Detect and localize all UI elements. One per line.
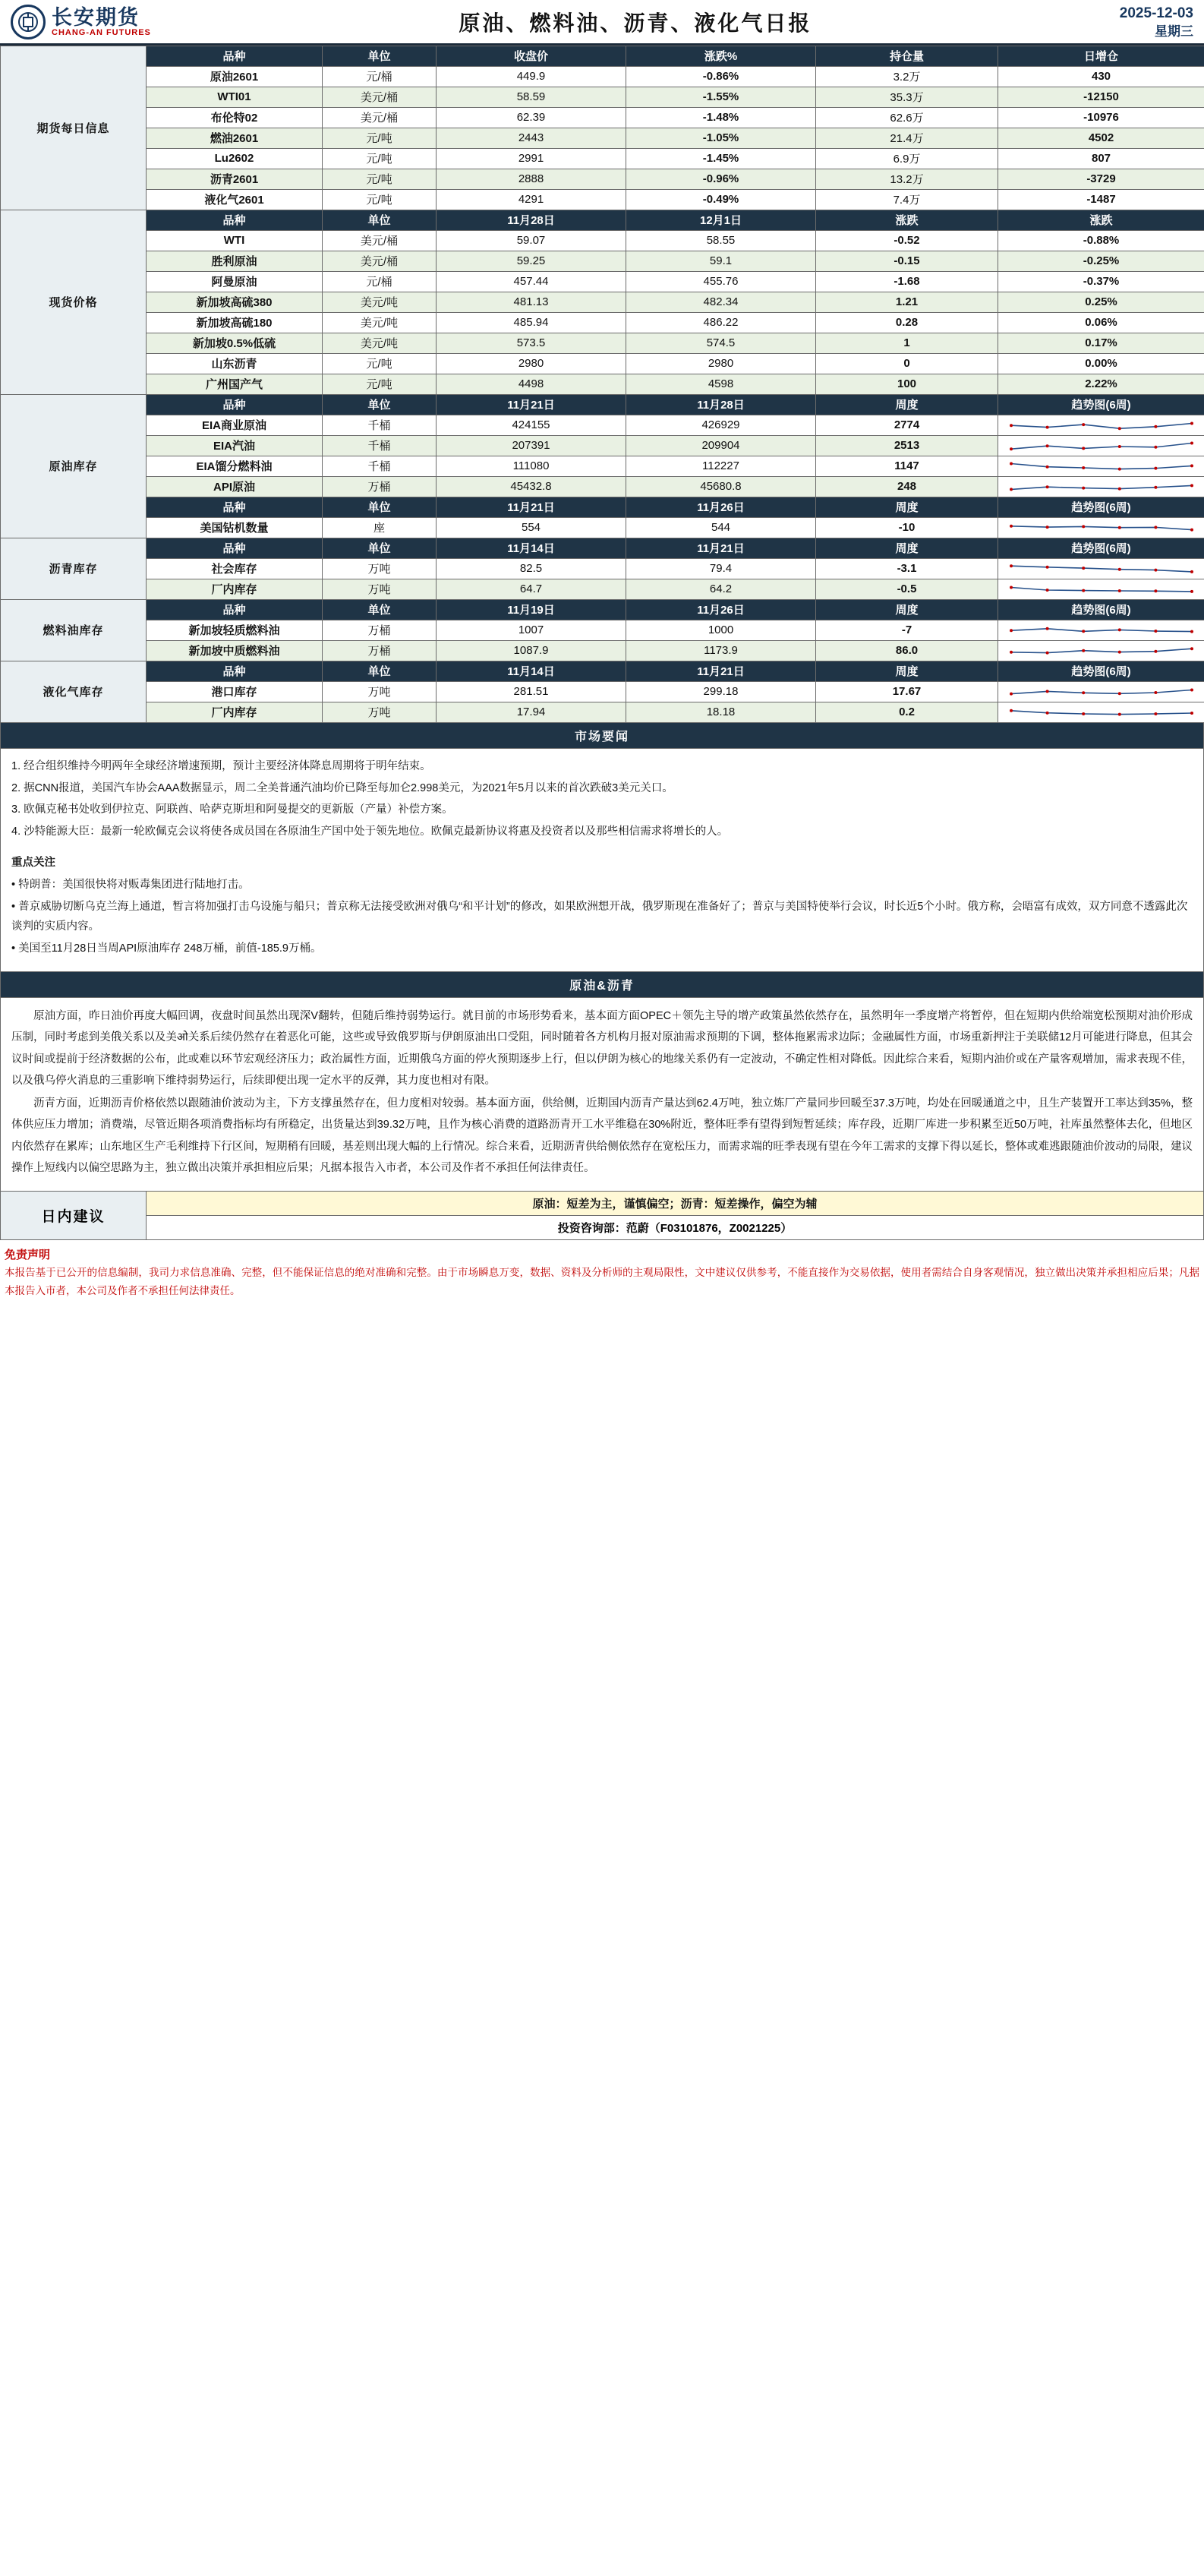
table-row [1,66,1204,87]
change-pct: 2.22% [998,374,1204,394]
table-row [1,189,1204,210]
date-block [1120,5,1193,40]
table-row [1,558,1204,579]
disclaimer-text: 本报告基于已公开的信息编制，我司力求信息准确、完整，但不能保证信息的绝对准确和完整。由于市场瞬息万变，数据、资料及分析师的主观局限性，文中建议仅供参考，不能直接作为交易依据，使用者需结合自身客观情况，独立做出决策并承担相应后果；凡据本报告入市者，本公司及作者不承担任何法律责任。 [5,1267,1199,1296]
change-pct: -0.49% [626,189,816,210]
value-curr: 112227 [626,456,816,476]
table-row [1,435,1204,456]
table-header-row [1,46,1204,66]
column-header: 11月14日 [437,538,626,558]
table-row [1,353,1204,374]
trend-chart [998,517,1204,538]
column-header: 11月14日 [437,661,626,681]
row-unit: 千桶 [323,456,437,476]
row-name: 厂内库存 [147,702,323,722]
table-row [1,620,1204,640]
column-header: 11月19日 [437,599,626,620]
report-date: 2025-12-03 [1119,5,1193,21]
row-unit: 美元/吨 [323,333,437,353]
section-row-label: 期货每日信息 [1,46,147,210]
value-curr: 209904 [626,435,816,456]
column-header: 周度 [816,661,998,681]
value-curr: 486.22 [626,312,816,333]
change-weekly: 248 [816,476,998,497]
value-curr: 299.18 [626,681,816,702]
row-name: 阿曼原油 [147,271,323,292]
change-weekly: 2513 [816,435,998,456]
open-interest: 6.9万 [816,148,998,169]
table-row [1,292,1204,312]
trend-chart [998,640,1204,661]
value-prev: 59.07 [437,230,626,251]
row-unit: 万吨 [323,681,437,702]
row-name: 布伦特02 [147,107,323,128]
table-row [1,230,1204,251]
trend-chart [998,579,1204,599]
advice-body [147,1192,1203,1239]
change-weekly: -7 [816,620,998,640]
masthead [0,0,1204,46]
value-curr: 64.2 [626,579,816,599]
row-unit: 元/吨 [323,374,437,394]
value-prev: 45432.8 [437,476,626,497]
news-item: 3. 欧佩克秘书处收到伊拉克、阿联酋、哈萨克斯坦和阿曼提交的更新版（产量）补偿方案。 [11,803,453,816]
close-price: 2888 [437,169,626,189]
row-name: WTI01 [147,87,323,107]
column-header: 趋势图(6周) [998,394,1204,415]
change-abs: -0.15 [816,251,998,271]
change-abs: -0.52 [816,230,998,251]
value-prev: 59.25 [437,251,626,271]
row-name: 新加坡轻质燃料油 [147,620,323,640]
row-unit: 元/桶 [323,66,437,87]
table-row [1,271,1204,292]
change-weekly: 0.2 [816,702,998,722]
value-curr: 2980 [626,353,816,374]
value-curr: 574.5 [626,333,816,353]
row-unit: 千桶 [323,415,437,435]
table-row [1,107,1204,128]
open-interest: 13.2万 [816,169,998,189]
advice-asphalt: 沥青：短差操作，偏空为辅 [680,1198,818,1211]
change-weekly: -3.1 [816,558,998,579]
open-interest: 35.3万 [816,87,998,107]
daily-position-change: 807 [998,148,1204,169]
open-interest: 21.4万 [816,128,998,148]
column-header: 涨跌 [816,210,998,230]
column-header: 12月1日 [626,210,816,230]
value-prev: 64.7 [437,579,626,599]
change-weekly: 86.0 [816,640,998,661]
column-header: 品种 [147,210,323,230]
row-name: 燃油2601 [147,128,323,148]
table-header-row [1,210,1204,230]
column-header: 单位 [323,497,437,517]
row-name: 胜利原油 [147,251,323,271]
column-header: 趋势图(6周) [998,538,1204,558]
row-unit: 座 [323,517,437,538]
table-row [1,87,1204,107]
row-name: EIA馏分燃料油 [147,456,323,476]
change-pct: -0.86% [626,66,816,87]
value-curr: 58.55 [626,230,816,251]
row-name: 美国钻机数量 [147,517,323,538]
value-curr: 4598 [626,374,816,394]
daily-position-change: 430 [998,66,1204,87]
value-curr: 544 [626,517,816,538]
analysis-body [0,998,1204,1192]
row-unit: 美元/吨 [323,292,437,312]
row-unit: 元/桶 [323,271,437,292]
trend-chart [998,476,1204,497]
column-header: 周度 [816,599,998,620]
row-name: 厂内库存 [147,579,323,599]
value-prev: 2980 [437,353,626,374]
table-row [1,333,1204,353]
value-curr: 59.1 [626,251,816,271]
section-row-label: 燃料油库存 [1,599,147,661]
change-weekly: -10 [816,517,998,538]
table-row [1,374,1204,394]
row-name: 新加坡高硫180 [147,312,323,333]
row-name: 液化气2601 [147,189,323,210]
row-name: API原油 [147,476,323,497]
section-row-label: 液化气库存 [1,661,147,722]
column-header: 品种 [147,661,323,681]
value-curr: 1000 [626,620,816,640]
change-pct: -0.37% [998,271,1204,292]
row-unit: 万桶 [323,476,437,497]
row-unit: 美元/桶 [323,87,437,107]
daily-position-change: -1487 [998,189,1204,210]
news-item: 4. 沙特能源大臣：最新一轮欧佩克会议将使各成员国在各原油生产国中处于领先地位。欧佩克最新协议将惠及投资者以及那些相信需求将增长的人。 [11,826,729,838]
table-row [1,702,1204,722]
row-unit: 万吨 [323,579,437,599]
daily-position-change: 4502 [998,128,1204,148]
column-header: 品种 [147,599,323,620]
focus-title: 重点关注 [11,857,55,870]
column-header: 品种 [147,497,323,517]
value-prev: 424155 [437,415,626,435]
table-header-row [1,538,1204,558]
change-abs: -1.68 [816,271,998,292]
report-weekday: 星期三 [1155,24,1193,39]
section-analysis: 原油&沥青 [0,972,1204,998]
close-price: 449.9 [437,66,626,87]
open-interest: 62.6万 [816,107,998,128]
row-name: 港口库存 [147,681,323,702]
column-header: 11月28日 [437,210,626,230]
value-prev: 1007 [437,620,626,640]
row-name: 社会库存 [147,558,323,579]
open-interest: 7.4万 [816,189,998,210]
row-unit: 万吨 [323,558,437,579]
table-header-row [1,599,1204,620]
change-pct: -1.48% [626,107,816,128]
row-name: 原油2601 [147,66,323,87]
table-row [1,640,1204,661]
daily-position-change: -12150 [998,87,1204,107]
intraday-advice [0,1192,1204,1240]
column-header: 11月21日 [626,661,816,681]
row-unit: 美元/桶 [323,230,437,251]
row-unit: 美元/桶 [323,251,437,271]
close-price: 62.39 [437,107,626,128]
section-row-label: 沥青库存 [1,538,147,599]
analysis-paragraph: 沥青方面，近期沥青价格依然以跟随油价波动为主，下方支撑虽然存在，但力度相对较弱。基本面方面，供给侧，近期国内沥青产量达到62.4万吨，独立炼厂产量同步回暖至37.3万吨，均处在回暖通道之中，且生产装置开工率达到35%，整体供应压力增加；消费端，尽管近期各项消费指标均有所稳定，出货量达到39.32万吨，且作为核心消费的道路沥青开工水平维稳在30%附近，整体旺季有望得到短暂延续；库存段，近期厂库进一步积累至近50万吨，社库虽然整体去化，但地区内依然存在累库；山东地区生产毛利维持下行区间，短期稍有回暖，基差则出现大幅的上行情况。综合来看，近期沥青供给侧依然存在宽松压力，而需求端的旺季表现有望在今年工需求的支撑下得以延长，整体或难逃跟随油价波动的局限，建议操作上短线内以偏空思路为主，独立做出决策并承担相应后果；凡据本报告入市者，本公司及作者不承担任何法律责任。 [11,1097,1193,1174]
close-price: 4291 [437,189,626,210]
column-header: 品种 [147,46,323,66]
trend-chart [998,702,1204,722]
table-row [1,681,1204,702]
trend-chart [998,681,1204,702]
value-curr: 426929 [626,415,816,435]
advice-crude: 原油：短差为主，谨慎偏空； [532,1198,681,1211]
section-row-label: 现货价格 [1,210,147,394]
change-weekly: 17.67 [816,681,998,702]
focus-item: • 美国至11月28日当周API原油库存 248万桶，前值-185.9万桶。 [11,942,322,955]
column-header: 11月21日 [626,538,816,558]
change-abs: 1.21 [816,292,998,312]
open-interest: 3.2万 [816,66,998,87]
value-curr: 482.34 [626,292,816,312]
close-price: 2991 [437,148,626,169]
column-header: 单位 [323,394,437,415]
value-curr: 79.4 [626,558,816,579]
change-abs: 1 [816,333,998,353]
row-unit: 千桶 [323,435,437,456]
change-weekly: 2774 [816,415,998,435]
table-header-row [1,394,1204,415]
table-row [1,456,1204,476]
value-prev: 82.5 [437,558,626,579]
row-name: EIA商业原油 [147,415,323,435]
value-prev: 4498 [437,374,626,394]
table-row [1,415,1204,435]
column-header: 11月28日 [626,394,816,415]
column-header: 11月26日 [626,497,816,517]
change-pct: 0.06% [998,312,1204,333]
close-price: 58.59 [437,87,626,107]
row-name: Lu2602 [147,148,323,169]
row-unit: 元/吨 [323,169,437,189]
value-curr: 45680.8 [626,476,816,497]
brand-name-cn: 长安期货 [52,6,140,30]
column-header: 品种 [147,394,323,415]
row-unit: 万吨 [323,702,437,722]
value-prev: 1087.9 [437,640,626,661]
column-header: 趋势图(6周) [998,599,1204,620]
value-curr: 18.18 [626,702,816,722]
column-header: 11月21日 [437,497,626,517]
brand-text [52,7,151,37]
row-name: 新加坡0.5%低硫 [147,333,323,353]
row-name: EIA汽油 [147,435,323,456]
change-pct: -0.25% [998,251,1204,271]
change-abs: 0.28 [816,312,998,333]
column-header: 单位 [323,599,437,620]
row-name: 新加坡中质燃料油 [147,640,323,661]
section-row-label: 原油库存 [1,394,147,538]
value-prev: 17.94 [437,702,626,722]
table-row [1,517,1204,538]
row-unit: 元/吨 [323,128,437,148]
column-header: 趋势图(6周) [998,661,1204,681]
trend-chart [998,435,1204,456]
company-logo-icon [11,5,46,39]
value-prev: 111080 [437,456,626,476]
daily-position-change: -3729 [998,169,1204,189]
column-header: 品种 [147,538,323,558]
column-header: 持仓量 [816,46,998,66]
advice-label: 日内建议 [1,1192,147,1239]
close-price: 2443 [437,128,626,148]
column-header: 单位 [323,210,437,230]
value-prev: 457.44 [437,271,626,292]
disclaimer-title: 免责声明 [5,1249,51,1262]
change-weekly: -0.5 [816,579,998,599]
column-header: 单位 [323,661,437,681]
trend-chart [998,620,1204,640]
column-header: 11月21日 [437,394,626,415]
column-header: 周度 [816,394,998,415]
value-prev: 554 [437,517,626,538]
row-name: 山东沥青 [147,353,323,374]
column-header: 收盘价 [437,46,626,66]
market-news-body [0,749,1204,972]
change-pct: -0.96% [626,169,816,189]
row-unit: 万桶 [323,640,437,661]
row-unit: 美元/桶 [323,107,437,128]
analysis-paragraph: 原油方面，昨日油价再度大幅回调，夜盘时间虽然出现深V翻转，但随后维持弱势运行。就目前的市场形势看来，基本面方面OPEC＋领先主导的增产政策虽然依然存在，虽然明年一季度增产将暂停，但在短期内供给端宽松预期对油价形成压制，同时考虑到美俄关系以及美ओ关系后续仍然存在着恶化可能，这些或导致俄罗斯与伊朗原油出口受阻，同时随着各方机构月报对原油需求预期的下调，整体拖累需求边际；金融属性方面，市场重新押注于美联储12月可能进行降息，但其会议时间或提前于经济数据的公布，此或难以环节宏观经济压力；政治属性方面，近期俄乌方面的停火预期逐步上行，但以伊朗为核心的地缘关系仍有一定波动，不确定性相对降低。因此综合来看，短期内油价或在产量客观增加，需求表现不佳，以及俄乌停火消息的三重影响下维持弱势运行，后续即便出现一定水平的反弹，其力度也相对有限。 [11,1010,1193,1087]
advice-line-1 [147,1192,1203,1216]
trend-chart [998,415,1204,435]
row-name: 沥青2601 [147,169,323,189]
table-row [1,579,1204,599]
change-pct: -1.55% [626,87,816,107]
table-row [1,312,1204,333]
table-row [1,169,1204,189]
table-header-row [1,661,1204,681]
row-name: WTI [147,230,323,251]
column-header: 涨跌% [626,46,816,66]
table-row [1,148,1204,169]
trend-chart [998,558,1204,579]
daily-position-change: -10976 [998,107,1204,128]
value-curr: 1173.9 [626,640,816,661]
change-pct: 0.25% [998,292,1204,312]
focus-item: • 普京威胁切断乌克兰海上通道，暂言将加强打击乌设施与船只；普京称无法接受欧洲对俄乌“和平计划”的修改，如果欧洲想开战，俄罗斯现在准备好了；普京与美国特使举行会议，时长近5个小时。俄方称，会晤富有成效，双方同意不透露此次谈判的实质内容。 [11,900,1188,933]
row-unit: 万桶 [323,620,437,640]
data-tables [0,46,1204,723]
table-row [1,476,1204,497]
row-unit: 元/吨 [323,189,437,210]
trend-chart [998,456,1204,476]
value-curr: 455.76 [626,271,816,292]
column-header: 趋势图(6周) [998,497,1204,517]
row-name: 新加坡高硫380 [147,292,323,312]
news-item: 2. 据CNN报道，美国汽车协会AAA数据显示，周二全美普通汽油均价已降至每加仑2.998美元，为2021年5月以来的首次跌破3美元关口。 [11,781,673,794]
column-header: 单位 [323,538,437,558]
table-row [1,128,1204,148]
table-header-row [1,497,1204,517]
change-pct: -1.45% [626,148,816,169]
table-row [1,251,1204,271]
row-unit: 元/吨 [323,148,437,169]
change-pct: 0.00% [998,353,1204,374]
change-pct: -0.88% [998,230,1204,251]
column-header: 涨跌 [998,210,1204,230]
value-prev: 281.51 [437,681,626,702]
change-pct: 0.17% [998,333,1204,353]
value-prev: 485.94 [437,312,626,333]
value-prev: 481.13 [437,292,626,312]
column-header: 单位 [323,46,437,66]
change-abs: 0 [816,353,998,374]
row-unit: 美元/吨 [323,312,437,333]
focus-item: • 特朗普：美国很快将对贩毒集团进行陆地打击。 [11,878,250,891]
row-name: 广州国产气 [147,374,323,394]
advice-line-2: 投资咨询部：范蔚（F03101876，Z0021225） [557,1222,793,1236]
column-header: 日增仓 [998,46,1204,66]
column-header: 11月26日 [626,599,816,620]
column-header: 周度 [816,538,998,558]
section-market-news: 市场要闻 [0,723,1204,749]
brand [11,5,151,39]
news-item: 1. 经合组织维持今明两年全球经济增速预期，预计主要经济体降息周期将于明年结束。 [11,759,431,772]
column-header: 周度 [816,497,998,517]
brand-name-en: CHANG-AN FUTURES [52,27,151,37]
value-prev: 573.5 [437,333,626,353]
value-prev: 207391 [437,435,626,456]
change-weekly: 1147 [816,456,998,476]
change-pct: -1.05% [626,128,816,148]
row-unit: 元/吨 [323,353,437,374]
change-abs: 100 [816,374,998,394]
page-title: 原油、燃料油、沥青、液化气日报 [459,11,812,36]
